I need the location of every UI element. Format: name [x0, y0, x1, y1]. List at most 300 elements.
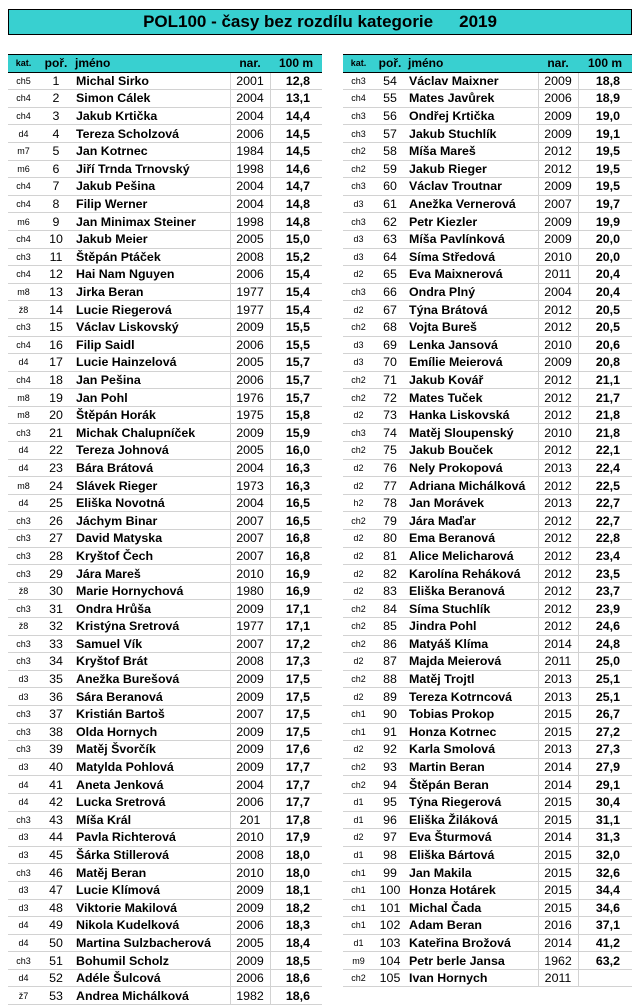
- name-cell: Alice Melicharová: [406, 547, 538, 565]
- time-cell: 15,5: [270, 336, 322, 354]
- table-row: [343, 142, 632, 160]
- time-cell: 17,5: [270, 705, 322, 723]
- name-cell: Michak Chalupníček: [73, 424, 230, 442]
- category-cell: ch3: [343, 283, 374, 301]
- category-cell: d1: [343, 846, 374, 864]
- name-cell: Kryštof Čech: [73, 547, 230, 565]
- rank-cell: 49: [39, 917, 73, 935]
- name-cell: Kateřina Brožová: [406, 934, 538, 952]
- birth-year-cell: 2004: [230, 459, 270, 477]
- category-cell: ch3: [343, 125, 374, 143]
- rank-cell: 55: [374, 90, 406, 108]
- category-cell: ch2: [343, 160, 374, 178]
- time-cell: 20,8: [578, 354, 632, 372]
- table-row: [8, 530, 322, 548]
- name-cell: Kristýna Sretrová: [73, 618, 230, 636]
- time-cell: 16,3: [270, 477, 322, 495]
- rank-cell: 22: [39, 442, 73, 460]
- time-cell: 17,3: [270, 653, 322, 671]
- birth-year-cell: 2014: [538, 934, 578, 952]
- birth-year-cell: 2012: [538, 512, 578, 530]
- birth-year-cell: 2012: [538, 301, 578, 319]
- rank-cell: 67: [374, 301, 406, 319]
- birth-year-cell: 2010: [538, 424, 578, 442]
- category-cell: ch2: [343, 512, 374, 530]
- time-cell: 18,6: [270, 987, 322, 1005]
- table-row: [8, 881, 322, 899]
- time-cell: 19,0: [578, 107, 632, 125]
- table-row: [343, 811, 632, 829]
- rank-cell: 36: [39, 688, 73, 706]
- birth-year-cell: 2014: [538, 829, 578, 847]
- category-cell: ch1: [343, 899, 374, 917]
- rank-cell: 76: [374, 459, 406, 477]
- birth-year-cell: 2012: [538, 142, 578, 160]
- time-cell: 16,5: [270, 494, 322, 512]
- birth-year-cell: 2007: [230, 530, 270, 548]
- name-cell: Míša Mareš: [406, 142, 538, 160]
- table-row: [343, 424, 632, 442]
- name-cell: Lucka Sretrová: [73, 793, 230, 811]
- table-row: [8, 283, 322, 301]
- name-cell: Jan Pešina: [73, 371, 230, 389]
- birth-year-cell: 2007: [230, 512, 270, 530]
- rank-cell: 52: [39, 969, 73, 987]
- category-cell: ch5: [8, 72, 39, 90]
- time-cell: 26,7: [578, 705, 632, 723]
- time-cell: 29,1: [578, 776, 632, 794]
- birth-year-cell: 2012: [538, 442, 578, 460]
- rank-cell: 97: [374, 829, 406, 847]
- rank-cell: 27: [39, 530, 73, 548]
- category-cell: d2: [343, 653, 374, 671]
- time-cell: 17,5: [270, 670, 322, 688]
- birth-year-cell: 2011: [538, 969, 578, 987]
- table-row: [8, 987, 322, 1005]
- category-cell: ch2: [343, 318, 374, 336]
- category-cell: ch4: [8, 90, 39, 108]
- time-cell: 27,9: [578, 758, 632, 776]
- birth-year-cell: 2009: [230, 600, 270, 618]
- name-cell: Ivan Hornych: [406, 969, 538, 987]
- birth-year-cell: 2012: [538, 389, 578, 407]
- category-cell: ch1: [343, 705, 374, 723]
- table-row: [343, 442, 632, 460]
- category-cell: d3: [343, 336, 374, 354]
- name-cell: Nely Prokopová: [406, 459, 538, 477]
- category-cell: ch3: [343, 424, 374, 442]
- time-cell: 15,8: [270, 406, 322, 424]
- rank-cell: 57: [374, 125, 406, 143]
- category-cell: d1: [343, 793, 374, 811]
- name-cell: Václav Maixner: [406, 72, 538, 90]
- category-cell: ch3: [8, 547, 39, 565]
- name-cell: Tereza Scholzová: [73, 125, 230, 143]
- rank-cell: 46: [39, 864, 73, 882]
- rank-cell: 53: [39, 987, 73, 1005]
- birth-year-cell: 1998: [230, 160, 270, 178]
- name-cell: Eliška Bártová: [406, 846, 538, 864]
- birth-year-cell: 2009: [538, 125, 578, 143]
- table-row: [343, 670, 632, 688]
- category-cell: ch3: [343, 178, 374, 196]
- category-cell: d4: [8, 793, 39, 811]
- time-cell: 20,0: [578, 230, 632, 248]
- name-cell: Eliška Beranová: [406, 582, 538, 600]
- time-cell: 15,7: [270, 354, 322, 372]
- name-cell: Míša Král: [73, 811, 230, 829]
- rank-cell: 93: [374, 758, 406, 776]
- time-cell: 24,6: [578, 618, 632, 636]
- time-cell: 18,2: [270, 899, 322, 917]
- rank-cell: 9: [39, 213, 73, 231]
- time-cell: 27,3: [578, 741, 632, 759]
- table-row: [343, 582, 632, 600]
- name-cell: Lucie Hainzelová: [73, 354, 230, 372]
- table-row: [8, 670, 322, 688]
- name-cell: Nikola Kudelková: [73, 917, 230, 935]
- name-cell: Lucie Riegerová: [73, 301, 230, 319]
- table-row: [343, 776, 632, 794]
- birth-year-cell: 2015: [538, 899, 578, 917]
- category-cell: d3: [343, 354, 374, 372]
- name-cell: Bára Brátová: [73, 459, 230, 477]
- time-cell: 23,4: [578, 547, 632, 565]
- category-cell: ch4: [8, 230, 39, 248]
- header-time: 100 m: [270, 55, 322, 73]
- name-cell: Matěj Sloupenský: [406, 424, 538, 442]
- category-cell: m8: [8, 406, 39, 424]
- table-row: [343, 195, 632, 213]
- rank-cell: 18: [39, 371, 73, 389]
- rank-cell: 13: [39, 283, 73, 301]
- name-cell: Jakub Rieger: [406, 160, 538, 178]
- time-cell: 17,6: [270, 741, 322, 759]
- time-cell: 23,9: [578, 600, 632, 618]
- birth-year-cell: 2015: [538, 705, 578, 723]
- birth-year-cell: 2015: [538, 881, 578, 899]
- birth-year-cell: 2009: [230, 318, 270, 336]
- name-cell: Martin Beran: [406, 758, 538, 776]
- category-cell: d2: [343, 301, 374, 319]
- time-cell: 15,7: [270, 389, 322, 407]
- rank-cell: 44: [39, 829, 73, 847]
- table-row: [343, 600, 632, 618]
- table-row: [8, 600, 322, 618]
- birth-year-cell: 2006: [538, 90, 578, 108]
- table-row: [8, 705, 322, 723]
- rank-cell: 92: [374, 741, 406, 759]
- birth-year-cell: 2016: [538, 917, 578, 935]
- time-cell: 12,8: [270, 72, 322, 90]
- rank-cell: 19: [39, 389, 73, 407]
- birth-year-cell: 2007: [538, 195, 578, 213]
- rank-cell: 71: [374, 371, 406, 389]
- category-cell: m6: [8, 160, 39, 178]
- time-cell: 20,4: [578, 283, 632, 301]
- name-cell: Filip Saidl: [73, 336, 230, 354]
- time-cell: 22,8: [578, 530, 632, 548]
- name-cell: Jakub Meier: [73, 230, 230, 248]
- category-cell: ch2: [343, 442, 374, 460]
- time-cell: 31,3: [578, 829, 632, 847]
- table-row: [8, 371, 322, 389]
- name-cell: Simon Cálek: [73, 90, 230, 108]
- birth-year-cell: 2012: [538, 477, 578, 495]
- birth-year-cell: 2007: [230, 635, 270, 653]
- birth-year-cell: 2011: [538, 653, 578, 671]
- birth-year-cell: 2012: [538, 582, 578, 600]
- time-cell: 16,8: [270, 547, 322, 565]
- name-cell: Marie Hornychová: [73, 582, 230, 600]
- rank-cell: 70: [374, 354, 406, 372]
- category-cell: ch3: [343, 72, 374, 90]
- birth-year-cell: 2009: [230, 723, 270, 741]
- time-cell: 19,5: [578, 178, 632, 196]
- birth-year-cell: 2009: [230, 741, 270, 759]
- name-cell: Kryštof Brát: [73, 653, 230, 671]
- category-cell: m7: [8, 142, 39, 160]
- rank-cell: 34: [39, 653, 73, 671]
- birth-year-cell: 2006: [230, 793, 270, 811]
- time-cell: 20,5: [578, 318, 632, 336]
- rank-cell: 33: [39, 635, 73, 653]
- rank-cell: 51: [39, 952, 73, 970]
- rank-cell: 85: [374, 618, 406, 636]
- rank-cell: 79: [374, 512, 406, 530]
- table-row: [8, 846, 322, 864]
- rank-cell: 41: [39, 776, 73, 794]
- birth-year-cell: 2012: [538, 600, 578, 618]
- rank-cell: 86: [374, 635, 406, 653]
- category-cell: d4: [8, 917, 39, 935]
- category-cell: ch4: [8, 336, 39, 354]
- table-row: [343, 723, 632, 741]
- category-cell: d2: [343, 530, 374, 548]
- time-cell: 19,9: [578, 213, 632, 231]
- time-cell: 15,7: [270, 371, 322, 389]
- category-cell: ch3: [8, 952, 39, 970]
- table-row: [343, 618, 632, 636]
- time-cell: 14,5: [270, 125, 322, 143]
- name-cell: Ondřej Krtička: [406, 107, 538, 125]
- table-row: [8, 125, 322, 143]
- category-cell: ch3: [8, 600, 39, 618]
- time-cell: 22,7: [578, 494, 632, 512]
- time-cell: 22,4: [578, 459, 632, 477]
- name-cell: Ondra Plný: [406, 283, 538, 301]
- category-cell: ch3: [8, 811, 39, 829]
- category-cell: d2: [343, 406, 374, 424]
- time-cell: 16,3: [270, 459, 322, 477]
- rank-cell: 35: [39, 670, 73, 688]
- category-cell: ch2: [343, 969, 374, 987]
- table-row: [343, 969, 632, 987]
- table-row: [8, 547, 322, 565]
- category-cell: d2: [343, 565, 374, 583]
- header-born: nar.: [230, 55, 270, 73]
- time-cell: 20,0: [578, 248, 632, 266]
- name-cell: Jan Minimax Steiner: [73, 213, 230, 231]
- birth-year-cell: 2015: [538, 793, 578, 811]
- name-cell: Jára Mareš: [73, 565, 230, 583]
- birth-year-cell: 2012: [538, 565, 578, 583]
- time-cell: 17,1: [270, 600, 322, 618]
- rank-cell: 37: [39, 705, 73, 723]
- table-row: [343, 653, 632, 671]
- rank-cell: 39: [39, 741, 73, 759]
- birth-year-cell: 2015: [538, 846, 578, 864]
- name-cell: Tereza Kotrncová: [406, 688, 538, 706]
- time-cell: 16,9: [270, 582, 322, 600]
- rank-cell: 73: [374, 406, 406, 424]
- birth-year-cell: 2011: [538, 266, 578, 284]
- birth-year-cell: 2012: [538, 406, 578, 424]
- table-row: [343, 213, 632, 231]
- rank-cell: 66: [374, 283, 406, 301]
- name-cell: Honza Kotrnec: [406, 723, 538, 741]
- table-row: [343, 846, 632, 864]
- birth-year-cell: 2009: [230, 899, 270, 917]
- birth-year-cell: 1977: [230, 283, 270, 301]
- category-cell: d2: [343, 741, 374, 759]
- category-cell: ch4: [8, 266, 39, 284]
- category-cell: ž8: [8, 301, 39, 319]
- time-cell: [578, 969, 632, 987]
- rank-cell: 40: [39, 758, 73, 776]
- table-row: [343, 459, 632, 477]
- name-cell: Petr Kiezler: [406, 213, 538, 231]
- birth-year-cell: 1962: [538, 952, 578, 970]
- table-row: [8, 406, 322, 424]
- time-cell: 41,2: [578, 934, 632, 952]
- time-cell: 18,3: [270, 917, 322, 935]
- birth-year-cell: 2006: [230, 125, 270, 143]
- time-cell: 22,5: [578, 477, 632, 495]
- category-cell: d2: [343, 459, 374, 477]
- birth-year-cell: 2008: [230, 846, 270, 864]
- time-cell: 37,1: [578, 917, 632, 935]
- time-cell: 15,4: [270, 266, 322, 284]
- category-cell: d2: [343, 266, 374, 284]
- time-cell: 14,4: [270, 107, 322, 125]
- category-cell: ch4: [343, 90, 374, 108]
- table-row: [343, 758, 632, 776]
- category-cell: ch2: [343, 670, 374, 688]
- event-year: 2019: [459, 12, 497, 31]
- rank-cell: 82: [374, 565, 406, 583]
- name-cell: Karla Smolová: [406, 741, 538, 759]
- name-cell: Tereza Johnová: [73, 442, 230, 460]
- table-row: [8, 811, 322, 829]
- category-cell: ch4: [8, 195, 39, 213]
- time-cell: 18,1: [270, 881, 322, 899]
- rank-cell: 43: [39, 811, 73, 829]
- category-cell: d2: [343, 547, 374, 565]
- time-cell: 17,1: [270, 618, 322, 636]
- name-cell: Jindra Pohl: [406, 618, 538, 636]
- category-cell: d3: [8, 846, 39, 864]
- header-rank: poř.: [39, 55, 73, 73]
- birth-year-cell: 201: [230, 811, 270, 829]
- name-cell: Matylda Pohlová: [73, 758, 230, 776]
- name-cell: Ema Beranová: [406, 530, 538, 548]
- table-row: [8, 758, 322, 776]
- name-cell: Adam Beran: [406, 917, 538, 935]
- rank-cell: 96: [374, 811, 406, 829]
- table-row: [343, 688, 632, 706]
- birth-year-cell: 2006: [230, 969, 270, 987]
- name-cell: Filip Werner: [73, 195, 230, 213]
- table-row: [343, 283, 632, 301]
- results-table-right: [343, 54, 632, 987]
- name-cell: Karolína Reháková: [406, 565, 538, 583]
- rank-cell: 28: [39, 547, 73, 565]
- rank-cell: 16: [39, 336, 73, 354]
- rank-cell: 95: [374, 793, 406, 811]
- rank-cell: 99: [374, 864, 406, 882]
- name-cell: Lenka Jansová: [406, 336, 538, 354]
- category-cell: d4: [8, 776, 39, 794]
- rank-cell: 50: [39, 934, 73, 952]
- table-row: [8, 90, 322, 108]
- rank-cell: 89: [374, 688, 406, 706]
- name-cell: Síma Středová: [406, 248, 538, 266]
- rank-cell: 23: [39, 459, 73, 477]
- time-cell: 19,1: [578, 125, 632, 143]
- time-cell: 15,4: [270, 301, 322, 319]
- name-cell: Anežka Vernerová: [406, 195, 538, 213]
- rank-cell: 104: [374, 952, 406, 970]
- time-cell: 30,4: [578, 793, 632, 811]
- table-row: [343, 477, 632, 495]
- time-cell: 13,1: [270, 90, 322, 108]
- time-cell: 18,6: [270, 969, 322, 987]
- rank-cell: 15: [39, 318, 73, 336]
- category-cell: ch3: [8, 530, 39, 548]
- birth-year-cell: 2013: [538, 670, 578, 688]
- time-cell: 17,5: [270, 688, 322, 706]
- name-cell: Eva Šturmová: [406, 829, 538, 847]
- name-cell: Andrea Michálková: [73, 987, 230, 1005]
- birth-year-cell: 2012: [538, 618, 578, 636]
- table-row: [343, 934, 632, 952]
- birth-year-cell: 2010: [538, 248, 578, 266]
- time-cell: 16,8: [270, 530, 322, 548]
- birth-year-cell: 2005: [230, 934, 270, 952]
- category-cell: ch1: [343, 917, 374, 935]
- rank-cell: 69: [374, 336, 406, 354]
- category-cell: d1: [343, 811, 374, 829]
- rank-cell: 45: [39, 846, 73, 864]
- table-row: [8, 741, 322, 759]
- rank-cell: 21: [39, 424, 73, 442]
- header-name: jméno: [73, 55, 230, 73]
- birth-year-cell: 2001: [230, 72, 270, 90]
- table-row: [8, 266, 322, 284]
- time-cell: 23,7: [578, 582, 632, 600]
- name-cell: Lucie Klímová: [73, 881, 230, 899]
- table-row: [8, 424, 322, 442]
- name-cell: Hai Nam Nguyen: [73, 266, 230, 284]
- time-cell: 17,8: [270, 811, 322, 829]
- time-cell: 16,9: [270, 565, 322, 583]
- name-cell: Štěpán Ptáček: [73, 248, 230, 266]
- event-title: POL100 - časy bez rozdílu kategorie: [143, 12, 434, 31]
- birth-year-cell: 2004: [538, 283, 578, 301]
- header-name: jméno: [406, 55, 538, 73]
- table-row: [8, 776, 322, 794]
